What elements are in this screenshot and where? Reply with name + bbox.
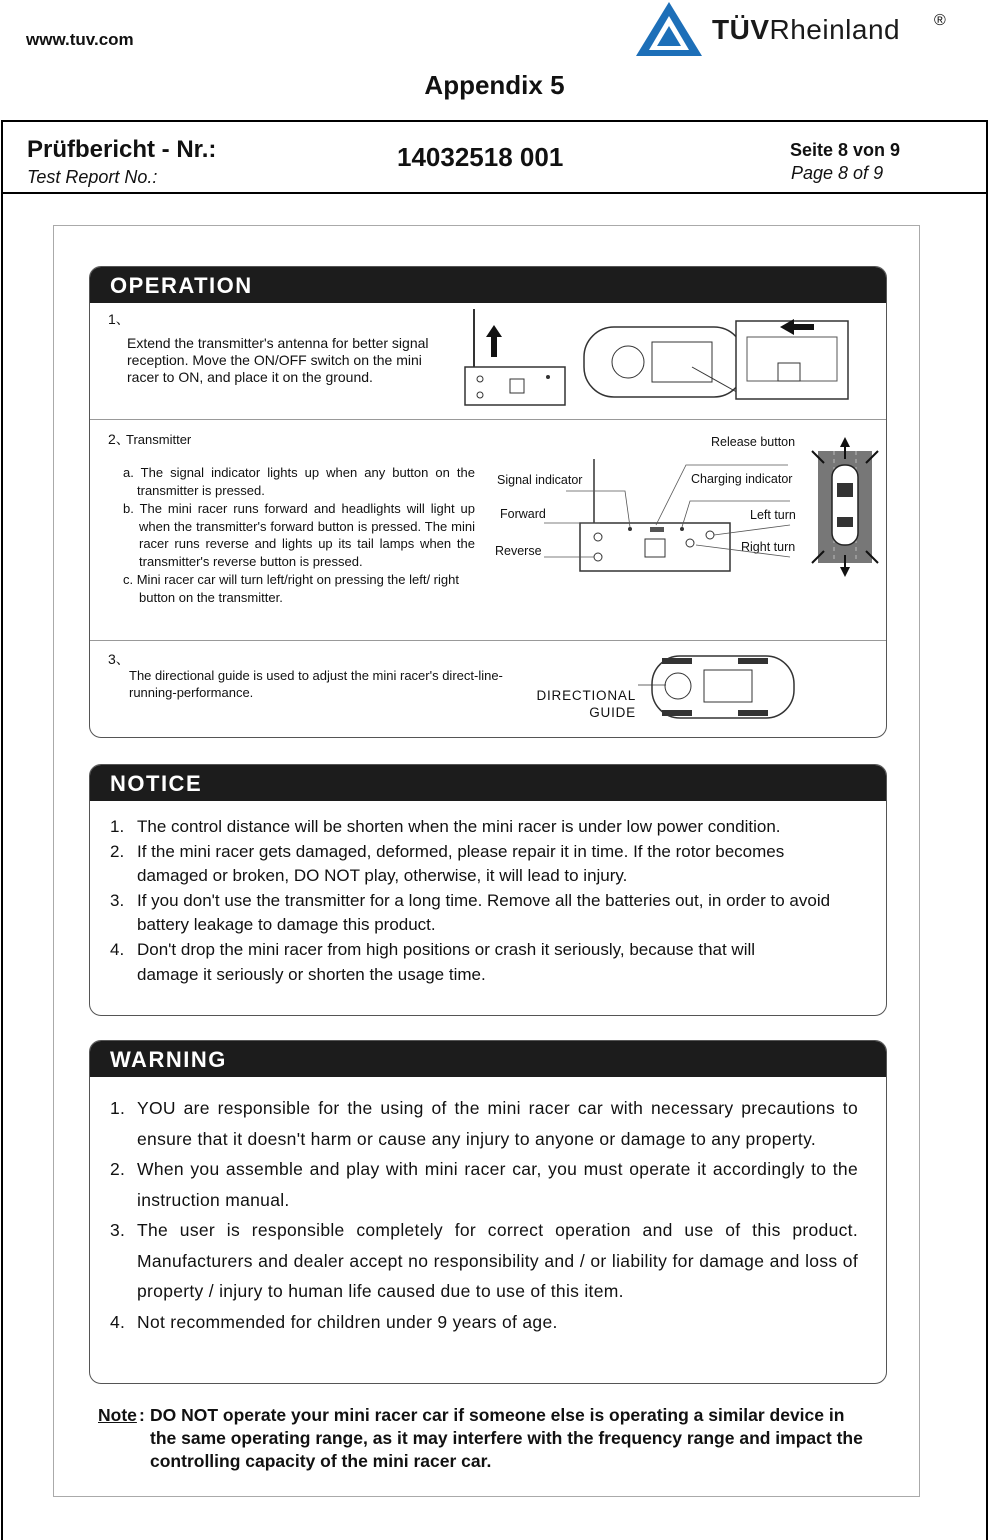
step2-item-c: c. Mini racer car will turn left/right on pressing the left/ right button on the transmitter. bbox=[123, 572, 459, 605]
notice-list bbox=[110, 815, 838, 987]
label-charging-indicator: Charging indicator bbox=[691, 472, 793, 486]
warning-item: 2. When you assemble and play with mini racer car, you must operate it accordingly to the instruction manual. bbox=[110, 1159, 858, 1210]
report-number: 14032518 001 bbox=[397, 142, 564, 172]
tuv-logo bbox=[634, 0, 964, 60]
operation-panel bbox=[89, 266, 887, 738]
directional-guide-label-2: GUIDE bbox=[589, 705, 636, 720]
operation-title: OPERATION bbox=[90, 267, 886, 303]
mini-racer-underside-illustration bbox=[582, 317, 852, 403]
step3-text: The directional guide is used to adjust the mini racer's direct-line-running-performance. bbox=[129, 668, 503, 700]
label-signal-indicator: Signal indicator bbox=[497, 473, 583, 487]
appendix-title: Appendix 5 bbox=[424, 70, 565, 100]
step2-item-a: a. The signal indicator lights up when any button on the transmitter is pressed. bbox=[123, 465, 475, 498]
report-label-en: Test Report No.: bbox=[27, 167, 158, 187]
step3-number: 3、 bbox=[108, 651, 130, 667]
website-url: www.tuv.com bbox=[26, 30, 134, 49]
page-number-de: Seite 8 von 9 bbox=[790, 140, 901, 160]
notice-title: NOTICE bbox=[90, 765, 886, 801]
warning-item: 1. YOU are responsible for the using of the mini racer car with necessary precautions to ensure that it doesn't harm or cause any injury to anyone or damage to any property. bbox=[110, 1098, 858, 1149]
header-divider bbox=[3, 192, 986, 194]
step2-number: 2、 bbox=[108, 431, 130, 447]
transmitter-antenna-illustration bbox=[460, 307, 570, 407]
car-direction-icon bbox=[808, 437, 882, 577]
logo-text-rest: Rheinland bbox=[769, 14, 901, 45]
notice-panel bbox=[89, 764, 887, 1016]
note-label: Note bbox=[98, 1405, 137, 1425]
directional-guide-illustration bbox=[638, 652, 798, 722]
step2-item-b: b. The mini racer runs forward and headlights will light up when the transmitter's forward button is pressed. The mini racer runs reverse and lights up its tail lamps when the transmitter's reverse button is pressed. bbox=[123, 501, 475, 569]
warning-item: 4. Not recommended for children under 9 years of age. bbox=[110, 1311, 558, 1332]
warning-list bbox=[110, 1093, 858, 1337]
step1-number: 1、 bbox=[108, 311, 130, 327]
label-forward: Forward bbox=[500, 507, 546, 521]
label-release-button: Release button bbox=[711, 435, 796, 449]
notice-item: 1. The control distance will be shorten when the mini racer is under low power condition. bbox=[110, 817, 781, 836]
step2-title: Transmitter bbox=[126, 432, 192, 447]
registered-mark: ® bbox=[934, 12, 946, 29]
label-reverse: Reverse bbox=[495, 544, 542, 558]
notice-item: 2. If the mini racer gets damaged, deformed, please repair it in time. If the rotor becomes damaged or broken, DO NOT play, otherwise, it will lead to injury. bbox=[110, 841, 785, 886]
transmitter-diagram bbox=[490, 457, 806, 577]
directional-guide-label-1: DIRECTIONAL bbox=[536, 688, 636, 703]
warning-panel bbox=[89, 1040, 887, 1384]
note-text: DO NOT operate your mini racer car if someone else is operating a similar device in the same operating range, as it may interfere with the frequency range and impact the controlling capacity of the mini racer car. bbox=[150, 1405, 863, 1471]
notice-item: 3. If you don't use the transmitter for a long time. Remove all the batteries out, in order to avoid battery leakage to damage this product. bbox=[110, 890, 831, 935]
step1-text: Extend the transmitter's antenna for better signal reception. Move the ON/OFF switch on the mini racer to ON, and place it on the ground. bbox=[127, 335, 429, 385]
label-right-turn: Right turn bbox=[741, 540, 796, 554]
notice-item: 4. Don't drop the mini racer from high positions or crash it seriously, because that will damage it seriously or shorten the usage time. bbox=[110, 939, 756, 984]
label-left-turn: Left turn bbox=[750, 508, 796, 522]
page-number-en: Page 8 of 9 bbox=[791, 163, 884, 183]
tuv-triangle-icon bbox=[634, 0, 704, 58]
logo-text-bold: TÜV bbox=[712, 14, 770, 45]
report-label-de: Prüfbericht - Nr.: bbox=[27, 136, 217, 163]
warning-title: WARNING bbox=[90, 1041, 886, 1077]
warning-item: 3. The user is responsible completely for correct operation and use of this product. Manufacturers and dealer accept no responsibility and / or liability for damage and loss of property / injury to human life caused due to use of this item. bbox=[110, 1220, 858, 1301]
manual-scan bbox=[53, 225, 920, 1497]
note-colon: : bbox=[139, 1405, 145, 1425]
